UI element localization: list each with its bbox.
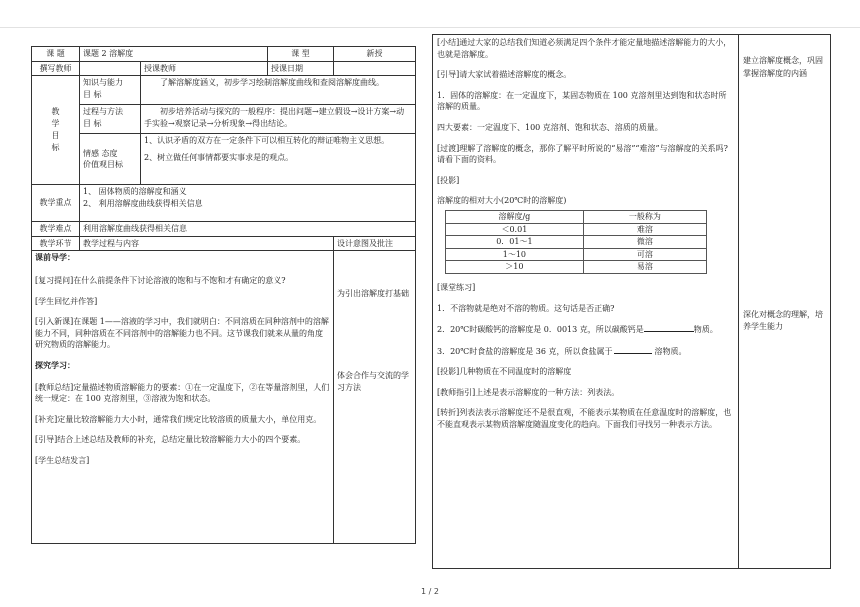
right-p9: 1．不溶物就是绝对不溶的物质。这句话是否正确? bbox=[437, 303, 615, 313]
right-p6: [投影] bbox=[437, 175, 460, 185]
solubility-name: 微溶 bbox=[583, 236, 706, 249]
solubility-range: 0．01～1 bbox=[446, 236, 584, 249]
date-label: 授课日期 bbox=[268, 61, 334, 76]
lesson-p7: [学生总结发言] bbox=[35, 455, 90, 465]
solubility-header-name: 一般称为 bbox=[583, 210, 706, 223]
right-p14: [转折]列表法表示溶解度还不是很直观，不能表示某物质在任意温度时的溶解度，也不能直观表示某物质溶解度随温度变化的趋向。下面我们寻找另一种表示方法。 bbox=[437, 408, 732, 430]
table-row bbox=[446, 223, 707, 236]
explore-title: 探究学习： bbox=[35, 360, 75, 370]
right-p2: [引导]请大家试着描述溶解度的概念。 bbox=[437, 70, 572, 80]
key-point-2: 2、 利用溶解度曲线获得相关信息 bbox=[83, 198, 203, 208]
top-rule bbox=[0, 27, 860, 28]
left-note-2: 体会合作与交流的学习方法 bbox=[337, 370, 409, 392]
solubility-name: 难溶 bbox=[583, 223, 706, 236]
solubility-header-range: 溶解度/g bbox=[446, 210, 584, 223]
teacher-label: 授课教师 bbox=[141, 61, 268, 76]
lesson-notes-left bbox=[334, 251, 416, 544]
process-col2-header: 教学过程与内容 bbox=[80, 236, 334, 251]
emotion-label: 情感 态度 价值观目标 bbox=[80, 134, 141, 185]
table-row bbox=[446, 248, 707, 261]
knowledge-label: 知识与能力 目 标 bbox=[80, 76, 141, 105]
solubility-range: ＞10 bbox=[446, 261, 584, 274]
process-label: 过程与方法 目 标 bbox=[80, 105, 141, 134]
answer-blank[interactable] bbox=[614, 345, 652, 354]
right-p5: [过渡]理解了溶解度的概念，那你了解平时所说的“易溶”“难溶”与溶解度的关系吗?请看下面的资料。 bbox=[437, 143, 728, 165]
right-p13: [教师指引]上述是表示溶解度的一种方法：列表法。 bbox=[437, 387, 620, 397]
date-value bbox=[334, 61, 416, 76]
exercise-3-text: 3．20℃时食盐的溶解度是 36 克，所以食盐属于 bbox=[437, 346, 613, 356]
key-points-text bbox=[80, 185, 416, 222]
knowledge-text: 了解溶解度涵义，初步学习绘制溶解度曲线和查阅溶解度曲线。 bbox=[141, 76, 416, 105]
answer-blank[interactable] bbox=[644, 323, 694, 332]
exercise-3-suffix: 溶物质。 bbox=[654, 346, 687, 356]
left-note-1: 为引出溶解度打基础 bbox=[337, 289, 409, 299]
process-col1-header: 教学环节 bbox=[32, 236, 80, 251]
right-p7: 溶解度的相对大小(20℃时的溶解度) bbox=[437, 196, 567, 206]
solubility-range: 1～10 bbox=[446, 248, 584, 261]
lesson-p4: [教师总结]定量描述物质溶解能力的要素：①在一定温度下，②在等量溶剂里，人们统一规定：在 100 克溶剂里，③溶液为饱和状态。 bbox=[35, 382, 330, 404]
emotion-text bbox=[141, 134, 416, 185]
table-row bbox=[446, 261, 707, 274]
guide-title: 课前导学： bbox=[35, 253, 75, 263]
difficulty-label: 教学难点 bbox=[32, 222, 80, 237]
right-p1: [小结]通过大家的总结我们知道必须满足四个条件才能定量地描述溶解能力的大小，也就是溶解度。 bbox=[437, 38, 732, 59]
right-p12: [投影]几种物质在不同温度时的溶解度 bbox=[437, 367, 572, 377]
lesson-content-right bbox=[433, 35, 739, 569]
goals-label: 教 学 目 标 bbox=[32, 76, 80, 185]
solubility-name: 可溶 bbox=[583, 248, 706, 261]
right-p3: 1．固体的溶解度：在一定温度下，某固态物质在 100 克溶剂里达到饱和状态时所溶解的质量。 bbox=[437, 90, 727, 112]
difficulty-text: 利用溶解度曲线获得相关信息 bbox=[80, 222, 416, 237]
table-row bbox=[446, 236, 707, 249]
process-col3-header: 设计意图及批注 bbox=[334, 236, 416, 251]
lesson-p3: [引入新课]在课题 1——溶液的学习中，我们就明白：不同溶质在同种溶剂中的溶解能力不同，同种溶质在不同溶剂中的溶解能力也不同。这节课我们就来从量的角度研究物质的溶解能力。 bbox=[35, 317, 329, 350]
process-text: 初步培养活动与探究的一般程序：提出问题→建立假设→设计方案→动手实验→观察记录→分析现象→得出结论。 bbox=[141, 105, 416, 134]
exercise-2-suffix: 物质。 bbox=[693, 325, 718, 335]
key-points-label: 教学重点 bbox=[32, 185, 80, 222]
page-number: 1 / 2 bbox=[421, 587, 439, 596]
lesson-p1: [复习提问]在什么前提条件下讨论溶液的饱和与不饱和才有确定的意义? bbox=[35, 275, 286, 285]
emotion-item-2: 2、树立做任何事情都要实事求是的观点。 bbox=[144, 152, 294, 162]
right-p10 bbox=[437, 323, 734, 336]
solubility-table bbox=[445, 210, 707, 274]
emotion-item-1: 1、认识矛盾的双方在一定条件下可以相互转化的辩证唯物主义思想。 bbox=[144, 136, 390, 146]
exercise-2-text: 2．20℃时碳酸钙的溶解度是 0．0013 克，所以碳酸钙是 bbox=[437, 325, 644, 335]
lesson-plan-table-left bbox=[31, 46, 416, 544]
lesson-p6: [引导]结合上述总结及教师的补充，总结定量比较溶解能力大小的四个要素。 bbox=[35, 435, 306, 445]
right-p8: [课堂练习] bbox=[437, 282, 476, 292]
right-note-2: 深化对概念的理解，培养学生能力 bbox=[743, 309, 823, 332]
lesson-notes-right bbox=[739, 35, 831, 569]
key-point-1: 1、 固体物质的溶解度和涵义 bbox=[83, 187, 187, 197]
lesson-p2: [学生回忆并作答] bbox=[35, 296, 98, 306]
right-p4: 四大要素：一定温度下、100 克溶剂、饱和状态、溶质的质量。 bbox=[437, 122, 663, 132]
topic-value: 课题 2 溶解度 bbox=[80, 47, 268, 62]
lesson-plan-table-right bbox=[432, 34, 831, 569]
type-value: 新授 bbox=[334, 47, 416, 62]
right-note-1: 建立溶解度概念，巩固掌握溶解度的内涵 bbox=[743, 56, 823, 78]
solubility-name: 易溶 bbox=[583, 261, 706, 274]
topic-label: 课 题 bbox=[32, 47, 80, 62]
right-p11 bbox=[437, 345, 734, 358]
lesson-content-left bbox=[32, 251, 334, 544]
lesson-p5: [补充]定量比较溶解能力大小时，通常我们规定比较溶质的质量大小，单位用克。 bbox=[35, 414, 322, 424]
writer-value bbox=[80, 61, 141, 76]
solubility-range: ＜0.01 bbox=[446, 223, 584, 236]
type-label: 课 型 bbox=[268, 47, 334, 62]
writer-label: 撰写教师 bbox=[32, 61, 80, 76]
